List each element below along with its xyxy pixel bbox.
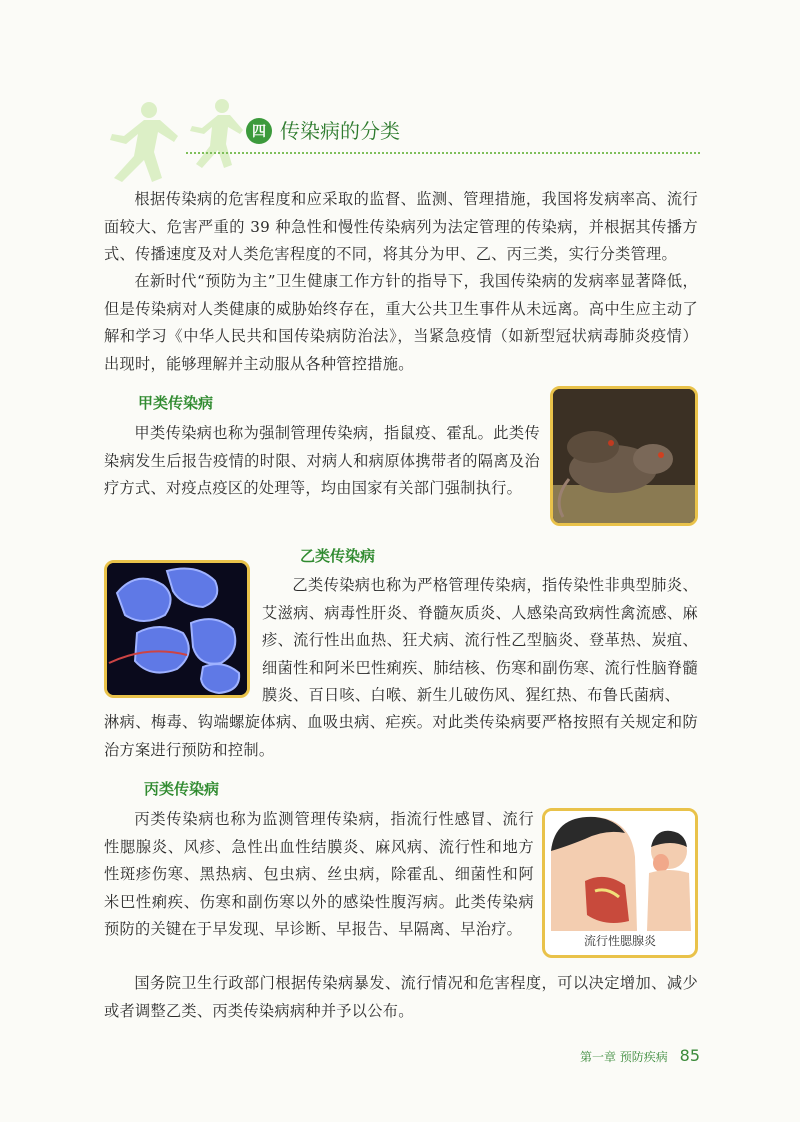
class-a-text: 甲类传染病也称为强制管理传染病，指鼠疫、霍乱。此类传染病发生后报告疫情的时限、对病人和病原体携带者的隔离及治疗方式、对疫点疫区的处理等，均由国家有关部门强制执行。 xyxy=(104,424,540,497)
section-header xyxy=(246,116,700,152)
section-number-badge: 四 xyxy=(246,118,272,144)
mumps-illustration xyxy=(542,808,698,958)
class-b-heading: 乙类传染病 xyxy=(300,547,376,565)
bacteria-image-icon xyxy=(107,563,247,695)
page-footer xyxy=(580,1046,700,1065)
runner-decoration-icon xyxy=(104,96,254,186)
intro-paragraph-1: 根据传染病的危害程度和应采取的监督、监测、管理措施，我国将发病率高、流行面较大、危害严重的 39 种急性和慢性传染病列为法定管理的传染病，并根据其传播方式、传播速度及对人类危害程度的不同，将其分为甲、乙、丙三类，实行分类管理。 xyxy=(104,190,698,263)
section-title: 传染病的分类 xyxy=(280,119,400,143)
class-b-text-b: 淋病、梅毒、钩端螺旋体病、血吸虫病、疟疾。对此类传染病要严格按照有关规定和防治方案进行预防和控制。 xyxy=(104,713,698,759)
closing-paragraph: 国务院卫生行政部门根据传染病暴发、流行情况和危害程度，可以决定增加、减少或者调整乙类、丙类传染病病种并予以公布。 xyxy=(104,974,698,1020)
section-divider xyxy=(186,152,700,154)
mumps-caption: 流行性腮腺炎 xyxy=(583,934,656,948)
class-c-text: 丙类传染病也称为监测管理传染病，指流行性感冒、流行性腮腺炎、风疹、急性出血性结膜炎、麻风病、流行性和地方性斑疹伤寒、黑热病、包虫病、丝虫病，除霍乱、细菌性和阿米巴性痢疾、伤寒和副伤寒以外的感染性腹泻病。此类传染病预防的关键在于早发现、早诊断、早报告、早隔离、早治疗。 xyxy=(104,810,534,938)
bacteria-photo xyxy=(104,560,250,698)
class-b-text-a: 乙类传染病也称为严格管理传染病，指传染性非典型肺炎、艾滋病、病毒性肝炎、脊髓灰质炎、人感染高致病性禽流感、麻疹、流行性出血热、狂犬病、流行性乙型脑炎、登革热、炭疽、细菌性和阿米巴性痢疾、肺结核、伤寒和副伤寒、流行性脑脊髓膜炎、百日咳、白喉、新生儿破伤风、猩红热、布鲁氏菌病、 xyxy=(262,576,698,704)
mumps-image-icon xyxy=(545,811,695,931)
class-a-heading: 甲类传染病 xyxy=(138,394,214,412)
chapter-label: 第一章 预防疾病 xyxy=(579,1050,668,1064)
class-c-heading: 丙类传染病 xyxy=(144,780,220,798)
rat-image-icon xyxy=(553,389,695,523)
rat-photo xyxy=(550,386,698,526)
page-number: 85 xyxy=(679,1046,700,1065)
intro-paragraph-2: 在新时代“预防为主”卫生健康工作方针的指导下，我国传染病的发病率显著降低，但是传染病对人类健康的威胁始终存在，重大公共卫生事件从未远离。高中生应主动了解和学习《中华人民共和国传染病防治法》，当紧急疫情（如新型冠状病毒肺炎疫情）出现时，能够理解并主动服从各种管控措施。 xyxy=(104,272,698,373)
